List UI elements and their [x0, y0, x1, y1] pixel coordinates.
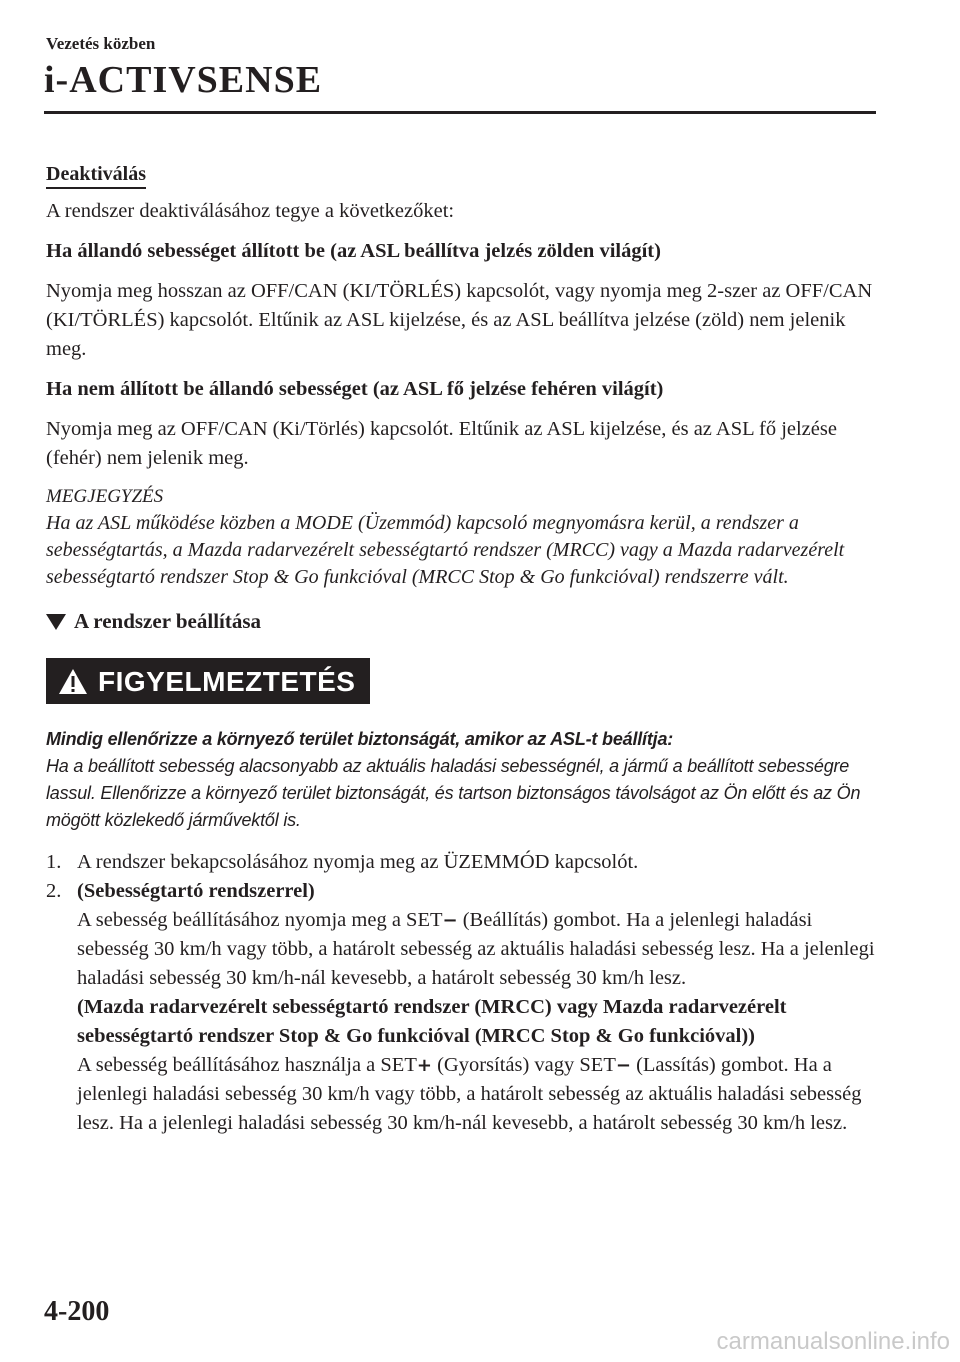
deactivation-intro: A rendszer deaktiválásához tegye a következőket:: [46, 200, 455, 222]
case1-heading: Ha állandó sebességet állított be (az ASL beállítva jelzés zölden világít): [46, 240, 661, 262]
warning-body: [46, 726, 886, 834]
header-divider: [44, 111, 876, 114]
warning-banner: [46, 658, 370, 704]
setup-section-heading: [46, 607, 886, 636]
step-sub1-text: A sebesség beállításához nyomja meg a SET− (Beállítás) gombot. Ha a jelenlegi haladási sebesség 30 km/h vagy több, a határolt sebesség az aktuális haladási sebesség lesz. Ha a jelenlegi haladási sebesség 30 km/h-nál kevesebb, a határolt sebesség 30 km/h lesz.: [77, 909, 875, 989]
step-number: 1.: [46, 851, 62, 873]
deactivation-heading: Deaktiválás: [46, 162, 146, 189]
warning-label: FIGYELMEZTETÉS: [98, 665, 356, 697]
minus-icon: −: [615, 1055, 631, 1076]
note-text: Ha az ASL működése közben a MODE (Üzemmód) kapcsoló megnyomásra kerül, a rendszer a sebességtartás, a Mazda radarvezérelt sebességtartó rendszer (MRCC) vagy a Mazda radarvezérelt sebességtartó rendszer Stop & Go funkcióval (MRCC Stop & Go funkcióval) rendszerre vált.: [46, 512, 845, 588]
note-box: [46, 484, 886, 591]
setup-heading-label: A rendszer beállítása: [74, 609, 262, 633]
step-number: 2.: [46, 880, 62, 902]
warning-triangle-icon: [58, 668, 88, 695]
minus-icon: −: [442, 910, 458, 931]
case1-text: Nyomja meg hosszan az OFF/CAN (KI/TÖRLÉS) kapcsolót, vagy nyomja meg 2-szer az OFF/CAN (KI/TÖRLÉS) kapcsolót. Eltűnik az ASL kijelzése, és az ASL beállítva jelzése (zöld) nem jelenik meg.: [46, 280, 873, 360]
chapter-label: Vezetés közben: [46, 34, 156, 53]
case2-text: Nyomja meg az OFF/CAN (Ki/Törlés) kapcsolót. Eltűnik az ASL kijelzése, és az ASL fő jelzése (fehér) nem jelenik meg.: [46, 418, 837, 469]
step-sub2-text: A sebesség beállításához használja a SET+ (Gyorsítás) vagy SET− (Lassítás) gombot. Ha a jelenlegi haladási sebesség 30 km/h vagy több, a határolt sebesség az aktuális haladási sebesség lesz. Ha a jelenlegi haladási sebesség 30 km/h-nál kevesebb, a határolt sebesség 30 km/h lesz.: [77, 1054, 862, 1134]
page-number: 4-200: [44, 1296, 110, 1327]
warning-lead: Mindig ellenőrizze a környező terület biztonságát, amikor az ASL-t beállítja:: [46, 729, 674, 749]
step-sub2-heading: (Mazda radarvezérelt sebességtartó rendszer (MRCC) vagy Mazda radarvezérelt sebességtartó rendszer Stop & Go funkcióval (MRCC Stop & Go funkcióval)): [77, 996, 787, 1047]
list-item: [46, 877, 886, 1138]
page-title: i-ACTIVSENSE: [44, 59, 323, 101]
watermark: carmanualsonline.info: [716, 1328, 950, 1355]
warning-text: Ha a beállított sebesség alacsonyabb az aktuális haladási sebességnél, a jármű a beállított sebességre lassul. Ellenőrizze a környező terület biztonságát, és tartson biztonságos távolságot az Ön előtt és az Ön mögött közlekedő járművektől is.: [46, 756, 861, 830]
step-text: A rendszer bekapcsolásához nyomja meg az ÜZEMMÓD kapcsolót.: [77, 851, 639, 873]
setup-steps: [46, 848, 886, 1138]
triangle-down-icon: [46, 614, 66, 630]
case2-heading: Ha nem állított be állandó sebességet (az ASL fő jelzése fehéren világít): [46, 378, 664, 400]
note-title: MEGJEGYZÉS: [46, 486, 164, 507]
list-item: [46, 848, 886, 877]
plus-icon: +: [416, 1055, 432, 1076]
step-sub1-heading: (Sebességtartó rendszerrel): [77, 880, 315, 902]
content: [46, 160, 886, 1138]
